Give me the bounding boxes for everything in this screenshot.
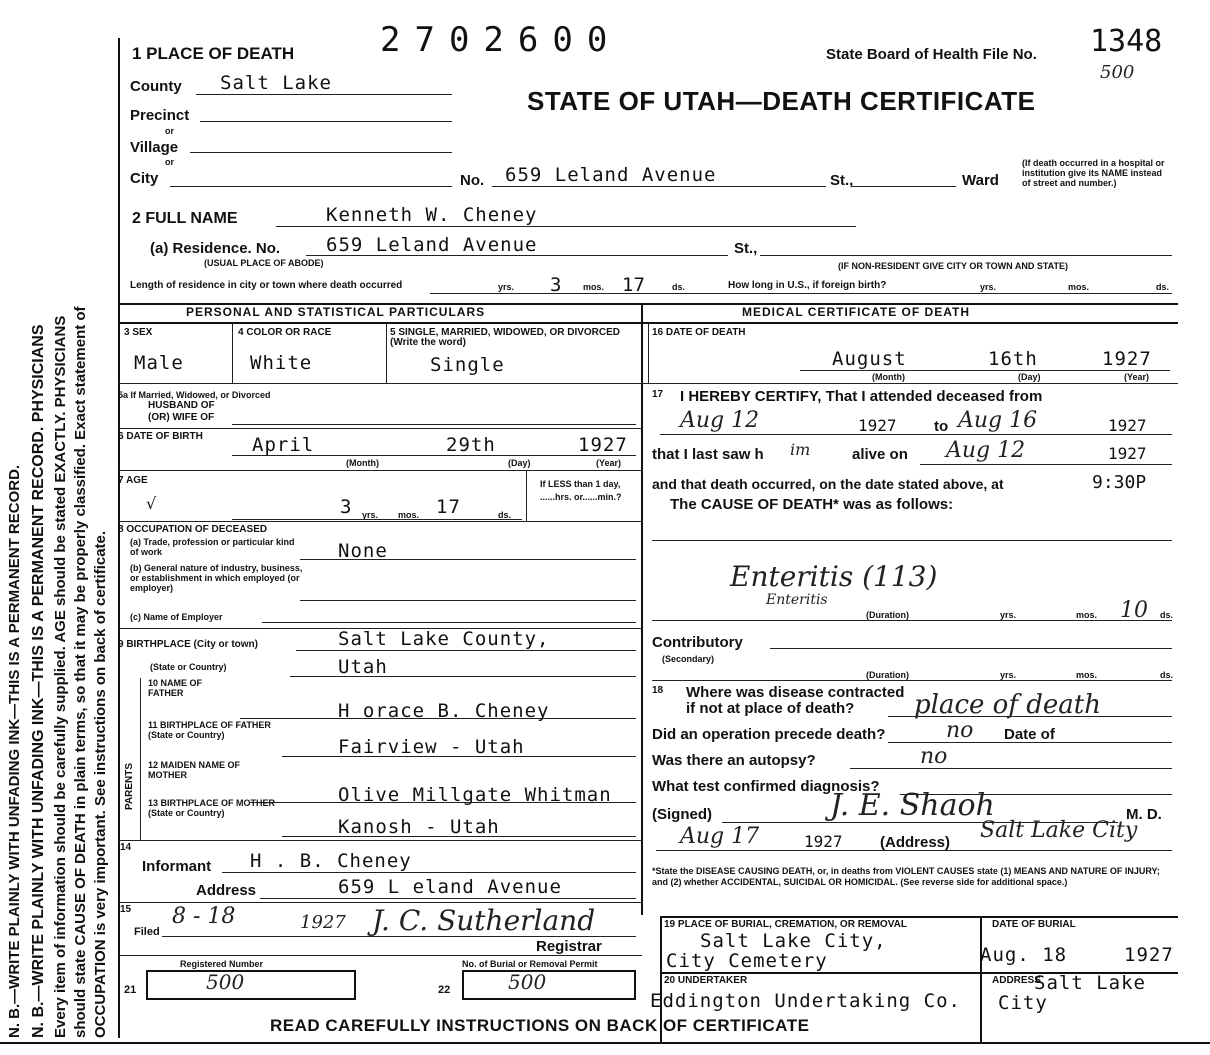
filed-no: 15 bbox=[120, 904, 132, 915]
certify-text: I HEREBY CERTIFY, That I attended deceased from bbox=[680, 388, 1043, 405]
cause-value: Enteritis (113) bbox=[730, 560, 938, 593]
dod-month-cap: (Month) bbox=[872, 372, 905, 382]
dod-label: 16 DATE OF DEATH bbox=[652, 327, 746, 338]
ward-label: Ward bbox=[962, 172, 999, 189]
contributory-label: Contributory bbox=[652, 634, 743, 651]
dod-line bbox=[800, 370, 1170, 371]
length-mos-value: 3 bbox=[550, 274, 562, 296]
mother-birthplace-label: 13 BIRTHPLACE OF MOTHER (State or Country) bbox=[148, 798, 276, 818]
residence-st: St., bbox=[734, 240, 758, 257]
q18-label-2: if not at place of death? bbox=[686, 700, 855, 717]
age-ds-value: 17 bbox=[436, 496, 461, 518]
street-no-label: No. bbox=[460, 172, 485, 189]
parents-label: PARENTS bbox=[124, 762, 135, 810]
alive-line bbox=[920, 464, 1172, 465]
filed-date: 8 - 18 bbox=[172, 904, 236, 929]
q18-answer: place of death bbox=[914, 690, 1101, 720]
spouse-label-a: 5a If Married, Widowed, or Divorced bbox=[118, 390, 271, 400]
signed-year: 1927 bbox=[804, 832, 843, 851]
cause-footnote: *State the DISEASE CAUSING DEATH, or, in deaths from VIOLENT CAUSES state (1) MEANS AND NATURE OF INJURY; and (2) whether ACCIDENTAL, SUICIDAL OR HOMICIDAL. (See reverse side for additional space.) bbox=[652, 866, 1160, 887]
burial-year: 1927 bbox=[1124, 944, 1174, 966]
physician-address: Salt Lake City bbox=[980, 818, 1138, 843]
row-line-4 bbox=[118, 521, 642, 522]
file-number-sub: 500 bbox=[1100, 62, 1135, 83]
nonresident-label: (IF NON-RESIDENT GIVE CITY OR TOWN AND STATE) bbox=[838, 261, 1069, 271]
attended-from: Aug 12 bbox=[680, 408, 760, 433]
city-label: City bbox=[130, 170, 159, 187]
attended-to: Aug 16 bbox=[958, 408, 1038, 433]
signed-date: Aug 17 bbox=[680, 824, 760, 849]
operation-line bbox=[888, 742, 1172, 743]
duration2-ds: ds. bbox=[1160, 670, 1174, 680]
county-label: County bbox=[130, 78, 182, 95]
informant-label: Informant bbox=[142, 858, 212, 875]
row-line-2 bbox=[118, 428, 642, 429]
us-residence-label: How long in U.S., if foreign birth? bbox=[728, 280, 887, 291]
mother-birthplace: Kanosh - Utah bbox=[338, 816, 500, 838]
duration-mos: mos. bbox=[1076, 610, 1098, 620]
burial-top-line bbox=[660, 916, 1178, 918]
occupation-line-c bbox=[262, 622, 636, 623]
bottom-border bbox=[0, 1042, 1210, 1044]
burial-mid bbox=[980, 916, 982, 1042]
row-line-3 bbox=[118, 470, 642, 471]
burial-date-label: DATE OF BURIAL bbox=[992, 919, 1076, 930]
test-label: What test confirmed diagnosis? bbox=[652, 778, 880, 795]
date-of-label: Date of bbox=[1004, 726, 1055, 743]
occupation-line-a bbox=[300, 559, 636, 560]
registered-number: 500 bbox=[206, 970, 245, 994]
village-label: Village bbox=[130, 139, 179, 156]
parents-divider bbox=[140, 678, 141, 840]
row-line-8 bbox=[118, 955, 642, 956]
last-saw-label: that I last saw h bbox=[652, 446, 764, 463]
us-yrs: yrs. bbox=[980, 282, 997, 292]
street-st-label: St., bbox=[830, 172, 854, 189]
father-line bbox=[240, 718, 636, 719]
occupation-value: None bbox=[338, 540, 388, 562]
residence-value: 659 Leland Avenue bbox=[326, 234, 538, 256]
color-value: White bbox=[250, 352, 313, 374]
q18-no: 18 bbox=[652, 685, 664, 696]
occupation-c: (c) Name of Employer bbox=[130, 612, 223, 622]
undertaker-address-1: Salt Lake bbox=[1034, 972, 1146, 994]
dod-left-divider bbox=[648, 323, 649, 383]
reg-box-no: 21 bbox=[124, 984, 137, 996]
informant-address-line bbox=[260, 898, 636, 899]
certificate-number: 2702600 bbox=[380, 20, 622, 60]
father-birthplace: Fairview - Utah bbox=[338, 736, 525, 758]
attended-from-year: 1927 bbox=[858, 416, 897, 435]
dob-month-cap: (Month) bbox=[346, 458, 379, 468]
to-label: to bbox=[934, 418, 949, 435]
color-label: 4 COLOR OR RACE bbox=[238, 327, 332, 338]
sex-value: Male bbox=[134, 352, 184, 374]
registrar-label: Registrar bbox=[536, 938, 602, 955]
occupation-b: (b) General nature of industry, business, or establishment in which employed (or employer) bbox=[130, 563, 303, 593]
duration-label: (Duration) bbox=[866, 610, 909, 620]
city-line bbox=[170, 186, 452, 187]
alive-on: Aug 12 bbox=[946, 438, 1026, 463]
usual-place-label: (USUAL PLACE OF ABODE) bbox=[204, 258, 324, 268]
row-line-6 bbox=[118, 840, 642, 841]
last-saw-pron: im bbox=[790, 440, 811, 459]
duration-yrs: yrs. bbox=[1000, 610, 1017, 620]
side-instruction-5: OCCUPATION is very important. See instructions on back of certificate. bbox=[92, 530, 109, 1038]
sex-label: 3 SEX bbox=[124, 327, 153, 338]
length-ds-value: 17 bbox=[622, 274, 645, 296]
informant-no: 14 bbox=[120, 842, 132, 853]
spouse-label-b: HUSBAND OF bbox=[148, 400, 215, 411]
side-instruction-2: N. B.—WRITE PLAINLY WITH UNFADING INK—THIS IS A PERMANENT RECORD. PHYSICIANS bbox=[30, 324, 47, 1038]
informant-line bbox=[222, 872, 636, 873]
filed-year: 1927 bbox=[300, 912, 346, 933]
side-instruction-1: N. B.—WRITE PLAINLY WITH UNFADING INK—THIS IS A PERMANENT RECORD. bbox=[6, 464, 23, 1038]
alive-on-label: alive on bbox=[852, 446, 908, 463]
us-ds: ds. bbox=[1156, 282, 1170, 292]
length-mos-label: mos. bbox=[583, 282, 605, 292]
undertaker-label: 20 UNDERTAKER bbox=[664, 975, 748, 986]
burial-permit: 500 bbox=[508, 970, 547, 994]
birthplace-line bbox=[296, 650, 636, 651]
informant-value: H . B. Cheney bbox=[250, 850, 412, 872]
ward-note: (If death occurred in a hospital or institution give its NAME instead of street and number.) bbox=[1022, 158, 1165, 188]
occupation-a: (a) Trade, profession or particular kind of work bbox=[130, 537, 295, 557]
street-line bbox=[492, 186, 826, 187]
attended-line bbox=[660, 434, 1172, 435]
autopsy-value: no bbox=[920, 744, 948, 769]
dob-day: 29th bbox=[446, 434, 496, 456]
duration2-label: (Duration) bbox=[866, 670, 909, 680]
cause-line-1 bbox=[652, 540, 1172, 541]
father-bp-line bbox=[282, 756, 636, 757]
mother-value: Olive Millgate Whitman bbox=[338, 784, 612, 806]
mother-line bbox=[250, 802, 636, 803]
address-line bbox=[656, 850, 1172, 851]
informant-address-label: Address bbox=[196, 882, 257, 899]
age-mark: √ bbox=[146, 494, 157, 513]
death-occurred-label: and that death occurred, on the date stated above, at bbox=[652, 476, 1004, 492]
or-label-2: or bbox=[165, 157, 174, 167]
side-instruction-3: Every item of information should be carefully supplied. AGE should be stated EXACTLY. PHYSICIANS bbox=[52, 315, 69, 1038]
footer-instructions: READ CAREFULLY INSTRUCTIONS ON BACK OF CERTIFICATE bbox=[270, 1016, 810, 1035]
us-mos: mos. bbox=[1068, 282, 1090, 292]
street-value: 659 Leland Avenue bbox=[505, 164, 717, 186]
birthplace-state: Utah bbox=[338, 656, 388, 678]
file-number-label: State Board of Health File No. bbox=[826, 46, 1037, 63]
file-number: 1348 bbox=[1090, 24, 1163, 59]
filed-label: Filed bbox=[134, 926, 160, 938]
contributory-line bbox=[770, 648, 1172, 649]
dob-month: April bbox=[252, 434, 315, 456]
physician-signature: J. E. Shaoh bbox=[830, 788, 995, 823]
spouse-line bbox=[232, 424, 636, 425]
registrar-signature: J. C. Sutherland bbox=[372, 904, 596, 937]
place-of-death-heading: 1 PLACE OF DEATH bbox=[132, 44, 295, 63]
mother-bp-line bbox=[282, 836, 636, 837]
spouse-label-c: (OR) WIFE OF bbox=[148, 412, 215, 423]
age-label: 7 AGE bbox=[118, 475, 148, 486]
duration2-mos: mos. bbox=[1076, 670, 1098, 680]
duration2-yrs: yrs. bbox=[1000, 670, 1017, 680]
q18-label: Where was disease contracted bbox=[686, 684, 905, 701]
age-divider bbox=[526, 471, 527, 521]
duration2-line bbox=[652, 680, 1172, 681]
dod-month: August bbox=[832, 348, 907, 370]
undertaker-address-2: City bbox=[998, 992, 1048, 1014]
residence-line bbox=[306, 255, 728, 256]
md-label: M. D. bbox=[1126, 806, 1162, 823]
birthplace-state-label: (State or Country) bbox=[150, 662, 227, 672]
length-line bbox=[430, 293, 1172, 294]
birthplace-state-line bbox=[290, 676, 636, 677]
county-line bbox=[196, 94, 452, 95]
cause-sub: Enteritis bbox=[766, 592, 828, 608]
dod-day-cap: (Day) bbox=[1018, 372, 1041, 382]
medical-section-title: MEDICAL CERTIFICATE OF DEATH bbox=[742, 305, 970, 319]
duration-ds: ds. bbox=[1160, 610, 1174, 620]
age-mos-label: mos. bbox=[398, 510, 420, 520]
age-ds-label: ds. bbox=[498, 510, 512, 520]
color-divider bbox=[386, 323, 387, 383]
dob-year: 1927 bbox=[578, 434, 628, 456]
row-line-7 bbox=[118, 902, 642, 903]
birthplace-label: 9 BIRTHPLACE (City or town) bbox=[118, 639, 258, 650]
left-border bbox=[118, 38, 120, 1038]
marital-label: 5 SINGLE, MARRIED, WIDOWED, OR DIVORCED (Write the word) bbox=[390, 327, 621, 348]
burial-box-no: 22 bbox=[438, 984, 451, 996]
dob-year-cap: (Year) bbox=[596, 458, 622, 468]
age-line bbox=[232, 519, 522, 520]
time-value: 9:30P bbox=[1092, 472, 1147, 493]
county-value: Salt Lake bbox=[220, 72, 332, 94]
age-yrs-label: yrs. bbox=[362, 510, 379, 520]
marital-value: Single bbox=[430, 354, 505, 376]
autopsy-label: Was there an autopsy? bbox=[652, 752, 816, 769]
dob-label: 6 DATE OF BIRTH bbox=[118, 431, 203, 442]
precinct-label: Precinct bbox=[130, 107, 190, 124]
st-line bbox=[852, 186, 956, 187]
burial-permit-box bbox=[462, 970, 636, 1000]
length-ds-label: ds. bbox=[672, 282, 686, 292]
residence-rest-line bbox=[760, 255, 1172, 256]
father-value: H orace B. Cheney bbox=[338, 700, 550, 722]
document-title: STATE OF UTAH—DEATH CERTIFICATE bbox=[527, 86, 1036, 116]
full-name-label: 2 FULL NAME bbox=[132, 210, 238, 227]
dob-line bbox=[232, 455, 636, 456]
operation-value: no bbox=[946, 718, 974, 743]
father-label: 10 NAME OF FATHER bbox=[148, 678, 203, 698]
personal-section-title: PERSONAL AND STATISTICAL PARTICULARS bbox=[186, 305, 486, 319]
undertaker-address-label: ADDRESS bbox=[992, 975, 1041, 986]
attended-to-year: 1927 bbox=[1108, 416, 1147, 435]
dod-year-cap: (Year) bbox=[1124, 372, 1150, 382]
q18-line bbox=[888, 716, 1172, 717]
full-name-value: Kenneth W. Cheney bbox=[326, 204, 538, 226]
dod-day: 16th bbox=[988, 348, 1038, 370]
duration-line bbox=[652, 620, 1172, 621]
length-yrs-label: yrs. bbox=[498, 282, 515, 292]
side-instruction-4: should state CAUSE OF DEATH in plain terms, so that it may be properly classified. Exact statement of bbox=[72, 306, 89, 1038]
burial-place-label: 19 PLACE OF BURIAL, CREMATION, OR REMOVAL bbox=[664, 919, 907, 930]
dob-day-cap: (Day) bbox=[508, 458, 531, 468]
residence-label: (a) Residence. No. bbox=[150, 240, 281, 257]
or-label-1: or bbox=[165, 126, 174, 136]
sex-divider bbox=[232, 323, 233, 383]
center-divider bbox=[641, 303, 643, 915]
duration-ds-value: 10 bbox=[1120, 598, 1148, 623]
registered-number-box bbox=[146, 970, 356, 1000]
mother-label: 12 MAIDEN NAME OF MOTHER bbox=[148, 760, 241, 780]
burial-place-1: Salt Lake City, bbox=[700, 930, 887, 952]
father-birthplace-label: 11 BIRTHPLACE OF FATHER (State or Country) bbox=[148, 720, 271, 740]
undertaker-value: Eddington Undertaking Co. bbox=[650, 990, 961, 1012]
burial-date: Aug. 18 bbox=[980, 944, 1068, 966]
dod-year: 1927 bbox=[1102, 348, 1152, 370]
autopsy-line bbox=[850, 768, 1172, 769]
row-line-1 bbox=[118, 383, 642, 384]
village-line bbox=[190, 152, 452, 153]
burial-place-2: City Cemetery bbox=[666, 950, 828, 972]
secondary-label: (Secondary) bbox=[662, 654, 715, 664]
birthplace-city: Salt Lake County, bbox=[338, 628, 550, 650]
registered-number-label: Registered Number bbox=[180, 959, 264, 969]
signed-label: (Signed) bbox=[652, 806, 712, 823]
age-less-than: If LESS than 1 day, ......hrs. or......min.? bbox=[540, 479, 622, 502]
occupation-line-b bbox=[300, 600, 636, 601]
precinct-line bbox=[200, 121, 452, 122]
length-of-residence-label: Length of residence in city or town where death occurred bbox=[130, 280, 403, 291]
full-name-line bbox=[276, 226, 856, 227]
filed-line bbox=[162, 936, 636, 937]
alive-on-year: 1927 bbox=[1108, 444, 1147, 463]
certify-no: 17 bbox=[652, 389, 664, 400]
occupation-label: 8 OCCUPATION OF DECEASED bbox=[118, 524, 268, 535]
operation-label: Did an operation precede death? bbox=[652, 726, 886, 743]
informant-address: 659 L eland Avenue bbox=[338, 876, 562, 898]
cause-label: The CAUSE OF DEATH* was as follows: bbox=[670, 496, 954, 513]
med-row-line-1 bbox=[642, 383, 1178, 384]
age-mos-value: 3 bbox=[340, 496, 353, 518]
burial-permit-label: No. of Burial or Removal Permit bbox=[462, 959, 598, 969]
address-label: (Address) bbox=[880, 834, 951, 851]
